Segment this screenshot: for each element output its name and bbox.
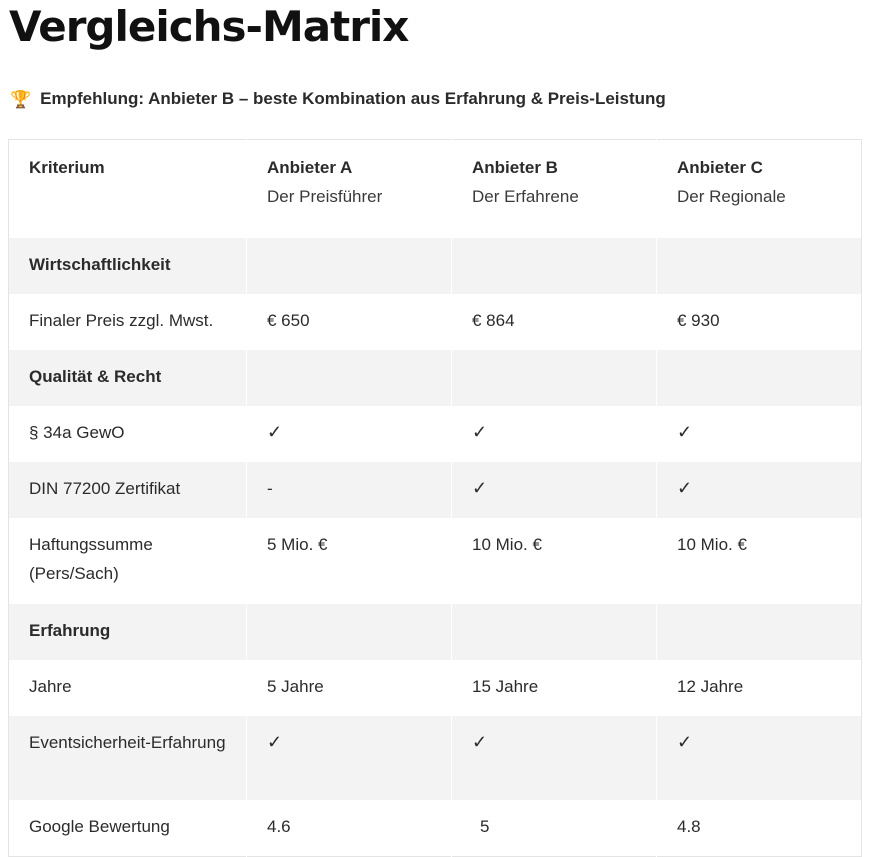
trophy-icon: 🏆 — [10, 89, 32, 109]
criterion-header-label: Kriterium — [29, 158, 105, 177]
value-cell: 10 Mio. € — [657, 518, 862, 604]
check-icon: ✓ — [452, 462, 657, 518]
table-row — [9, 406, 862, 462]
section-row — [9, 350, 862, 406]
check-icon: ✓ — [657, 462, 862, 518]
value-cell: 5 Jahre — [247, 660, 452, 716]
table-header-row — [9, 140, 862, 239]
section-empty-cell — [247, 350, 452, 406]
criterion-label: § 34a GewO — [29, 423, 125, 442]
column-header-criterion — [9, 140, 247, 239]
value-cell: - — [247, 462, 452, 518]
table-row — [9, 462, 862, 518]
section-empty-cell — [657, 238, 862, 294]
value-cell: 15 Jahre — [452, 660, 657, 716]
provider-name: Anbieter B — [472, 158, 558, 177]
value-cell: 12 Jahre — [657, 660, 862, 716]
provider-name: Anbieter C — [677, 158, 763, 177]
check-icon: ✓ — [657, 406, 862, 462]
column-header-provider-b — [452, 140, 657, 239]
value-cell: € 930 — [657, 294, 862, 350]
section-empty-cell — [452, 604, 657, 660]
section-empty-cell — [452, 238, 657, 294]
criterion-label: Eventsicherheit-Erfahrung — [9, 716, 247, 800]
criterion-label: DIN 77200 Zertifikat — [9, 462, 247, 518]
value-cell: 5 — [452, 800, 657, 856]
check-icon: ✓ — [247, 716, 452, 800]
section-empty-cell — [452, 350, 657, 406]
table-row — [9, 800, 862, 856]
section-empty-cell — [247, 604, 452, 660]
check-icon: ✓ — [657, 716, 862, 800]
value-cell: € 864 — [452, 294, 657, 350]
check-icon: ✓ — [452, 716, 657, 800]
value-cell: 5 Mio. € — [247, 518, 452, 604]
provider-subtitle: Der Erfahrene — [472, 187, 579, 206]
comparison-table — [8, 139, 862, 857]
provider-name: Anbieter A — [267, 158, 353, 177]
table-row — [9, 294, 862, 350]
section-empty-cell — [657, 604, 862, 660]
column-header-provider-a — [247, 140, 452, 239]
criterion-label: Finaler Preis zzgl. Mwst. — [29, 311, 214, 330]
value-cell: 4.8 — [657, 800, 862, 856]
value-cell: € 650 — [247, 294, 452, 350]
criterion-label: Haftungssumme (Pers/Sach) — [29, 535, 153, 583]
section-empty-cell — [247, 238, 452, 294]
recommendation-banner — [10, 86, 666, 112]
section-label: Wirtschaftlichkeit — [9, 238, 247, 294]
column-header-provider-c — [657, 140, 862, 239]
section-label: Erfahrung — [9, 604, 247, 660]
check-icon: ✓ — [247, 406, 452, 462]
provider-subtitle: Der Regionale — [677, 187, 786, 206]
criterion-label: Google Bewertung — [29, 817, 170, 836]
section-empty-cell — [657, 350, 862, 406]
provider-subtitle: Der Preisführer — [267, 187, 383, 206]
page-title: Vergleichs-Matrix — [9, 2, 409, 51]
table-row — [9, 518, 862, 604]
section-row — [9, 604, 862, 660]
value-cell: 10 Mio. € — [452, 518, 657, 604]
table-row — [9, 716, 862, 800]
section-label: Qualität & Recht — [9, 350, 247, 406]
recommendation-text: Empfehlung: Anbieter B – beste Kombination aus Erfahrung & Preis-Leistung — [40, 89, 666, 108]
table-row — [9, 660, 862, 716]
criterion-label: Jahre — [29, 677, 72, 696]
value-cell: 4.6 — [247, 800, 452, 856]
check-icon: ✓ — [452, 406, 657, 462]
section-row — [9, 238, 862, 294]
